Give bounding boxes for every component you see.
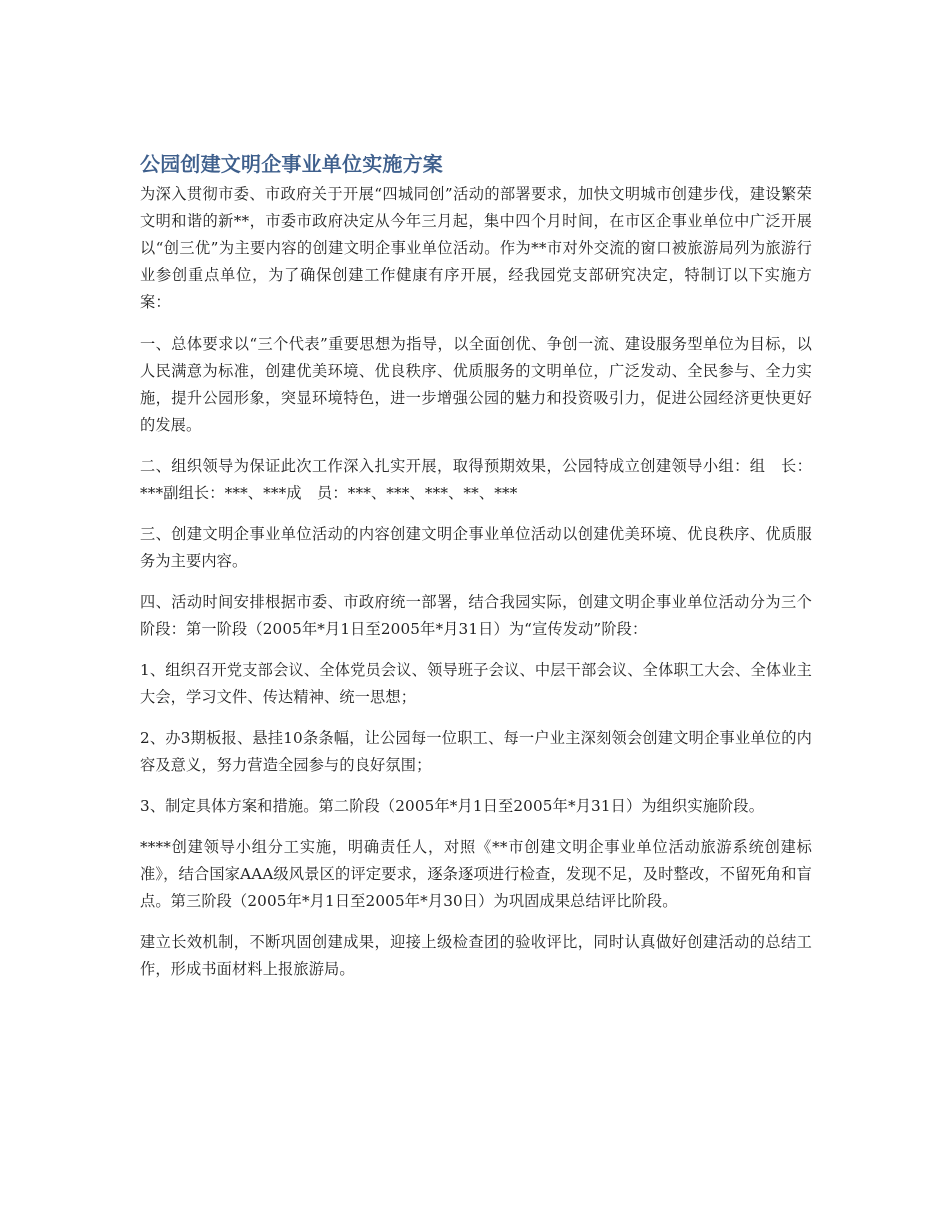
implementation-paragraph: ****创建领导小组分工实施，明确责任人，对照《**市创建文明企事业单位活动旅游系统创建标准》，结合国家AAA级风景区的评定要求，逐条逐项进行检查，发现不足，及时整改，不留死角和盲点。第三阶段（2005年*月1日至2005年*月30日）为巩固成果总结评比阶段。 bbox=[140, 838, 812, 910]
list-item-2: 2、办3期板报、悬挂10条条幅，让公园每一位职工、每一户业主深刻领会创建文明企事业单位的内容及意义，努力营造全园参与的良好氛围； bbox=[140, 729, 812, 774]
closing-paragraph: 建立长效机制，不断巩固创建成果，迎接上级检查团的验收评比，同时认真做好创建活动的总结工作，形成书面材料上报旅游局。 bbox=[140, 933, 812, 978]
section-2-organization-leadership: 二、组织领导为保证此次工作深入扎实开展，取得预期效果，公园特成立创建领导小组：组 长：***副组长：***、***成 员：***、***、***、**、*** bbox=[140, 457, 812, 502]
document-title: 公园创建文明企事业单位实施方案 bbox=[140, 152, 443, 176]
list-item-3: 3、制定具体方案和措施。第二阶段（2005年*月1日至2005年*月31日）为组织实施阶段。 bbox=[140, 797, 765, 815]
section-4-schedule: 四、活动时间安排根据市委、市政府统一部署，结合我园实际，创建文明企事业单位活动分为三个阶段：第一阶段（2005年*月1日至2005年*月31日）为“宣传发动”阶段： bbox=[140, 593, 812, 638]
intro-paragraph: 为深入贯彻市委、市政府关于开展“四城同创”活动的部署要求，加快文明城市创建步伐，建设繁荣文明和谐的新**，市委市政府决定从今年三月起，集中四个月时间，在市区企事业单位中广泛开展以“创三优”为主要内容的创建文明企事业单位活动。作为**市对外交流的窗口被旅游局列为旅游行业参创重点单位，为了确保创建工作健康有序开展，经我园党支部研究决定，特制订以下实施方案： bbox=[140, 185, 812, 311]
document-page bbox=[140, 148, 812, 997]
section-3-activity-content: 三、创建文明企事业单位活动的内容创建文明企事业单位活动以创建优美环境、优良秩序、优质服务为主要内容。 bbox=[140, 525, 812, 570]
section-1-general-requirements: 一、总体要求以“三个代表”重要思想为指导，以全面创优、争创一流、建设服务型单位为目标，以人民满意为标准，创建优美环境、优良秩序、优质服务的文明单位，广泛发动、全民参与、全力实施，提升公园形象，突显环境特色，进一步增强公园的魅力和投资吸引力，促进公园经济更快更好的发展。 bbox=[140, 335, 812, 434]
list-item-1: 1、组织召开党支部会议、全体党员会议、领导班子会议、中层干部会议、全体职工大会、全体业主大会，学习文件、传达精神、统一思想； bbox=[140, 661, 812, 706]
